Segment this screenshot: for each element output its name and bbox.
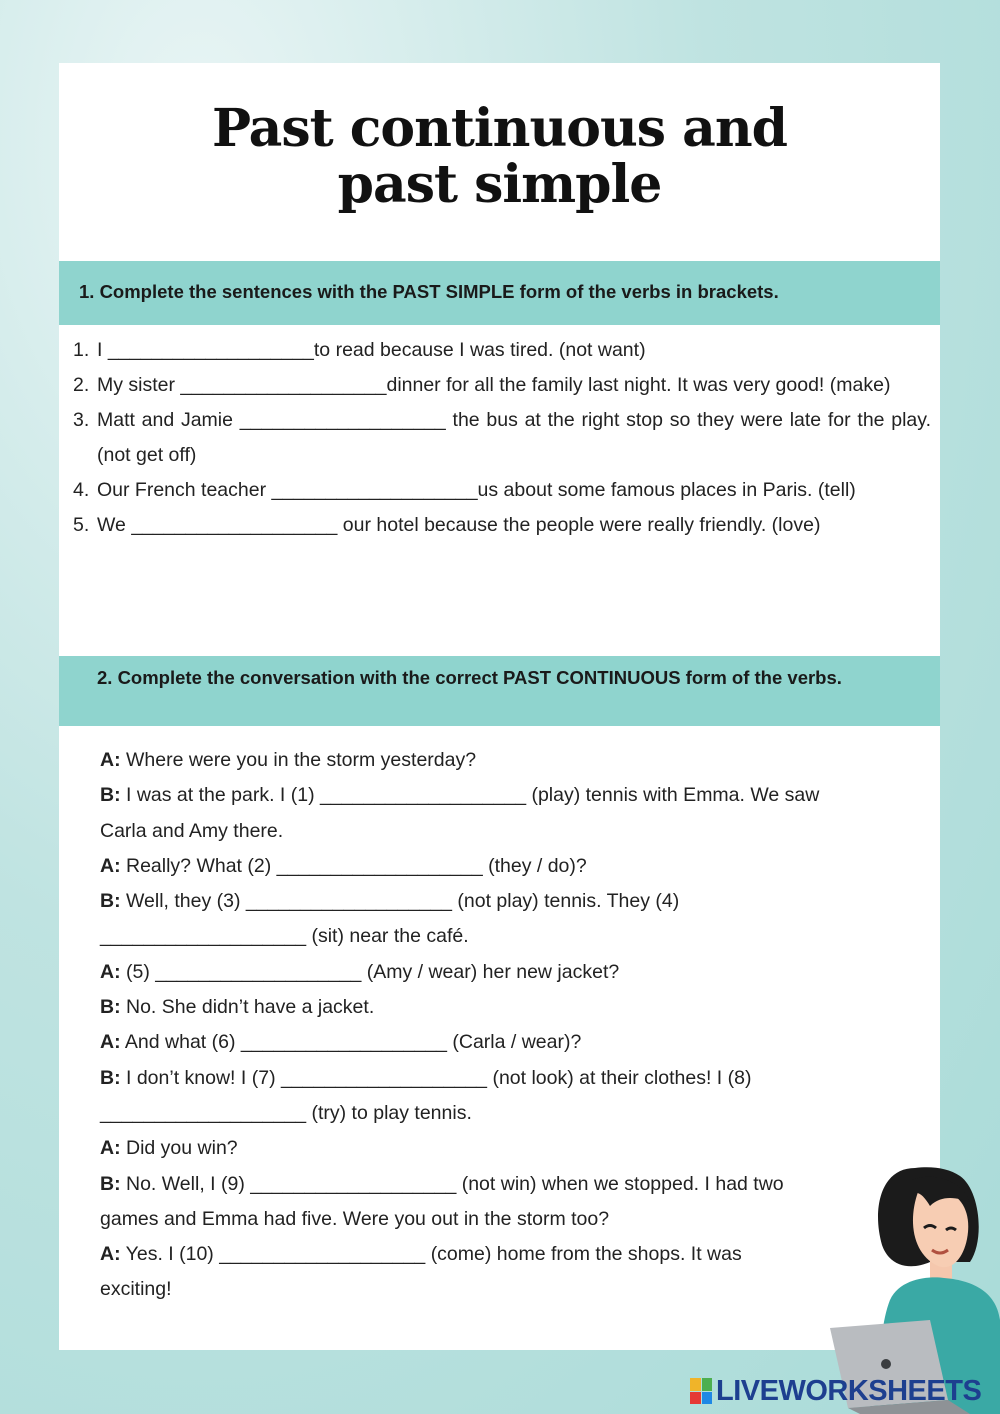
- conversation-line: [100, 1237, 930, 1272]
- conversation-line: [100, 814, 930, 849]
- line-text: I don’t know! I (7) ___________________ (not look) at their clothes! I (8): [120, 1066, 752, 1089]
- speaker-label: A:: [100, 1243, 121, 1266]
- conversation-line: [100, 1202, 930, 1237]
- liveworksheets-logo-icon: [690, 1378, 712, 1404]
- conversation-line: [100, 990, 930, 1025]
- line-text: exciting!: [100, 1278, 172, 1301]
- exercise1-item: [73, 368, 931, 403]
- exercise1-item: [73, 508, 931, 543]
- line-text: Did you win?: [120, 1137, 238, 1160]
- line-text: Carla and Amy there.: [100, 819, 284, 842]
- line-text: ___________________ (try) to play tennis.: [100, 1101, 472, 1124]
- speaker-label: B:: [100, 890, 121, 913]
- liveworksheets-logo[interactable]: [690, 1374, 981, 1408]
- conversation-line: [100, 743, 930, 778]
- speaker-label: A:: [100, 854, 121, 877]
- exercise1-instruction: 1. Complete the sentences with the PAST SIMPLE form of the verbs in brackets.: [79, 281, 779, 302]
- speaker-label: B:: [100, 1066, 121, 1089]
- item-text: My sister ___________________dinner for all the family last night. It was very good! (make): [97, 374, 891, 396]
- conversation-line: [100, 1167, 930, 1202]
- speaker-label: A:: [100, 960, 121, 983]
- conversation-line: [100, 1025, 930, 1060]
- speaker-label: A:: [100, 1137, 121, 1160]
- conversation-line: [100, 1096, 930, 1131]
- conversation-line: [100, 955, 930, 990]
- exercise2-instruction: 2. Complete the conversation with the correct PAST CONTINUOUS form of the verbs.: [97, 667, 842, 688]
- title-line-2: past simple: [337, 154, 662, 215]
- item-text: Matt and Jamie ___________________ the bus at the right stop so they were late for the play. (not get off): [97, 409, 931, 466]
- speaker-label: B:: [100, 1172, 121, 1195]
- item-text: Our French teacher ___________________us about some famous places in Paris. (tell): [97, 479, 856, 501]
- exercise1-item: [73, 403, 931, 473]
- item-text: I ___________________to read because I was tired. (not want): [97, 339, 646, 361]
- title-line-1: Past continuous and: [211, 98, 788, 159]
- conversation-line: [100, 778, 930, 813]
- logo-text: LIVEWORKSHEETS: [716, 1374, 982, 1407]
- line-text: games and Emma had five. Were you out in the storm too?: [100, 1207, 610, 1230]
- speaker-label: A:: [100, 1031, 121, 1054]
- exercise1-header: [59, 261, 940, 325]
- item-number: 3.: [73, 409, 90, 431]
- page-title: [59, 98, 940, 215]
- line-text: And what (6) ___________________ (Carla / wear)?: [120, 1031, 582, 1054]
- item-number: 2.: [73, 374, 90, 396]
- item-number: 4.: [73, 479, 90, 501]
- line-text: Really? What (2) ___________________ (they / do)?: [120, 854, 587, 877]
- line-text: I was at the park. I (1) ___________________ (play) tennis with Emma. We saw: [120, 784, 820, 807]
- conversation-line: [100, 1272, 930, 1307]
- speaker-label: B:: [100, 996, 121, 1019]
- conversation-line: [100, 1131, 930, 1166]
- conversation-line: [100, 884, 930, 919]
- exercise1-item: [73, 333, 931, 368]
- exercise1-list: [73, 333, 931, 543]
- conversation: [100, 743, 930, 1308]
- line-text: No. She didn’t have a jacket.: [120, 996, 375, 1019]
- line-text: Yes. I (10) ___________________ (come) home from the shops. It was: [120, 1243, 742, 1266]
- item-number: 1.: [73, 339, 90, 361]
- exercise2-header: [59, 656, 940, 726]
- line-text: No. Well, I (9) ___________________ (not win) when we stopped. I had two: [120, 1172, 784, 1195]
- exercise1-item: [73, 473, 931, 508]
- worksheet-page: [59, 63, 940, 1350]
- conversation-line: [100, 919, 930, 954]
- line-text: (5) ___________________ (Amy / wear) her new jacket?: [120, 960, 620, 983]
- line-text: Where were you in the storm yesterday?: [120, 749, 477, 771]
- item-number: 5.: [73, 514, 90, 536]
- line-text: Well, they (3) ___________________ (not play) tennis. They (4): [120, 890, 680, 913]
- line-text: ___________________ (sit) near the café.: [100, 925, 469, 948]
- speaker-label: B:: [100, 784, 121, 807]
- conversation-line: [100, 1061, 930, 1096]
- conversation-line: [100, 849, 930, 884]
- speaker-label: A:: [100, 749, 121, 771]
- item-text: We ___________________ our hotel because the people were really friendly. (love): [97, 514, 821, 536]
